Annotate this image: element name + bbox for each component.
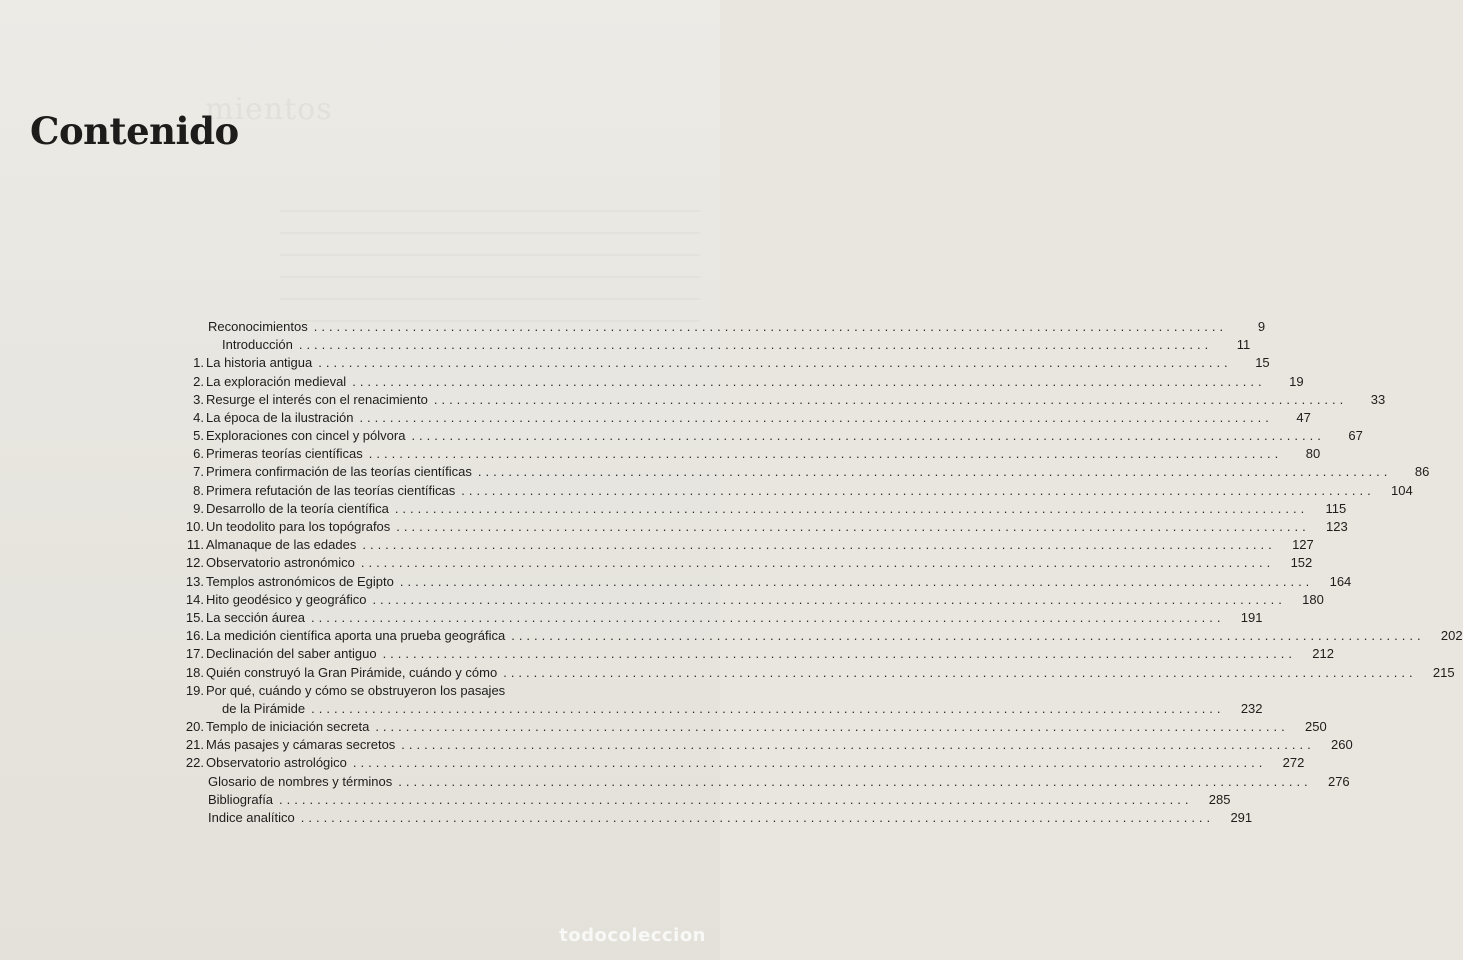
toc-entry [170,373,1304,391]
toc-entry [170,591,1324,609]
toc-dot-leader: ........................................................................................................................ [279,791,1193,807]
toc-entry [170,627,1463,645]
toc-entry-page: 260 [1331,737,1353,753]
toc-entry-number: 6. [193,446,204,462]
toc-entry [170,609,1263,627]
toc-entry-page: 86 [1414,464,1430,480]
toc-entry-number: 15. [185,609,204,625]
toc-entry-number: 22. [185,755,204,771]
toc-entry-title: La época de la ilustración [206,409,354,425]
toc-dot-leader: ........................................................................................................................ [375,719,1289,735]
toc-entry-number: 4. [193,409,204,425]
toc-entry-page: 180 [1302,591,1324,607]
toc-dot-leader: ........................................................................................................................ [352,373,1266,389]
toc-entry-title: La sección áurea [206,609,306,625]
toc-entry-number: 9. [193,500,204,516]
toc-entry-page: 250 [1305,719,1327,735]
toc-dot-leader: ........................................................................................................................ [368,446,1283,462]
toc-entry-title: Exploraciones con cincel y pólvora [206,428,406,444]
toc-entry-number: 21. [185,737,204,753]
toc-entry-title: Indice analítico [208,810,295,826]
toc-entry-page: 127 [1292,537,1314,553]
toc-entry [170,773,1350,791]
toc-dot-leader: ........................................................................................................................ [352,755,1267,771]
toc-entry-title: Por qué, cuándo y cómo se obstruyeron los pasajes [206,682,506,698]
toc-dot-leader: ........................................................................................................................ [411,428,1325,444]
toc-entry-number: 2. [193,373,204,389]
toc-dot-leader: ........................................................................................................................ [362,537,1276,553]
toc-entry-number: 3. [193,391,204,407]
toc-entry-page: 272 [1282,755,1305,771]
toc-entry-number: 16. [185,628,204,644]
toc-entry [170,791,1231,809]
toc-entry [170,700,1263,718]
toc-dot-leader: ........................................................................................................................ [360,555,1275,571]
toc-entry-page: 115 [1325,500,1347,516]
toc-entry-page: 232 [1240,700,1263,716]
toc-entry [170,736,1353,754]
toc-dot-leader: ........................................................................................................................ [311,609,1225,625]
toc-entry [170,482,1413,500]
toc-entry [170,464,1430,482]
toc-entry-page: 123 [1326,519,1348,535]
toc-entry-title: Primera refutación de las teorías científicas [206,482,456,498]
toc-entry-page: 67 [1348,428,1363,444]
toc-entry-page: 191 [1240,609,1263,625]
toc-entry-page: 47 [1296,409,1311,425]
toc-entry-page: 80 [1305,446,1321,462]
toc-dot-leader: ........................................................................................................................ [394,500,1309,516]
toc-entry-page: 104 [1391,482,1413,498]
page-title: Contenido [30,108,239,153]
toc-entry-number: 18. [185,664,204,680]
toc-entry [170,573,1352,591]
toc-entry-title: Templos astronómicos de Egipto [206,573,394,589]
table-of-contents [170,318,1463,827]
toc-dot-leader: ........................................................................................................................ [396,519,1310,535]
toc-entry-title: Almanaque de las edades [206,537,357,553]
toc-entry-title: Primeras teorías científicas [206,446,363,462]
toc-entry-number: 11. [186,537,204,553]
toc-dot-leader: ........................................................................................................................ [300,810,1215,826]
toc-dot-leader: ........................................................................................................................ [382,646,1296,662]
toc-dot-leader: ........................................................................................................................ [401,737,1315,753]
toc-entry [170,664,1455,682]
toc-entry-page: 15 [1255,355,1270,371]
toc-entry-title: Observatorio astrológico [206,755,347,771]
watermark-logo: todocoleccion [559,925,706,946]
toc-dot-leader: ........................................................................................................................ [477,464,1392,480]
toc-entry [170,318,1266,336]
toc-entry-number: 12. [185,555,204,571]
toc-entry-number: 14. [185,591,204,607]
toc-entry-title: Primera confirmación de las teorías científicas [206,464,472,480]
toc-entry-title: Glosario de nombres y términos [208,773,393,789]
toc-entry-title: La historia antigua [206,355,313,371]
toc-dot-leader: ........................................................................................................................ [313,318,1228,334]
toc-entry-title: La medición científica aporta una prueba geográfica [206,628,506,644]
toc-entry-title: Introducción [222,337,293,353]
toc-entry-page: 212 [1312,646,1334,662]
toc-entry [170,354,1270,372]
toc-entry [170,445,1321,463]
toc-dot-leader: ........................................................................................................................ [311,700,1225,716]
toc-entry-page: 215 [1432,664,1455,680]
toc-entry-title: Hito geodésico y geográfico [206,591,367,607]
toc-dot-leader: ........................................................................................................................ [398,773,1312,789]
toc-entry-page: 19 [1289,373,1304,389]
toc-entry-number: 19. [185,682,204,698]
toc-entry-number: 8. [193,482,204,498]
toc-dot-leader: ........................................................................................................................ [511,628,1425,644]
toc-entry [170,409,1311,427]
toc-entry [170,682,626,700]
toc-entry [170,755,1305,773]
toc-entry-page: 276 [1327,773,1350,789]
toc-entry [170,391,1386,409]
toc-entry-page: 9 [1257,318,1266,334]
toc-entry-title: Quién construyó la Gran Pirámide, cuándo y cómo [206,664,498,680]
show-through-heading: mientos [205,92,333,127]
toc-entry-page: 152 [1290,555,1313,571]
toc-entry-number: 20. [185,719,204,735]
toc-entry-number: 10. [185,519,204,535]
toc-entry [170,336,1251,354]
toc-entry [170,536,1314,554]
toc-entry-title: de la Pirámide [222,700,306,716]
toc-entry-title: Desarrollo de la teoría científica [206,500,389,516]
toc-entry-title: Un teodolito para los topógrafos [206,519,391,535]
toc-dot-leader: ........................................................................................................................ [461,482,1375,498]
toc-entry [170,427,1363,445]
toc-entry-title: Bibliografía [208,791,274,807]
toc-entry-page: 33 [1370,391,1386,407]
toc-entry [170,500,1347,518]
toc-entry-title: Templo de iniciación secreta [206,719,370,735]
toc-entry-title: Más pasajes y cámaras secretos [206,737,396,753]
toc-entry [170,554,1313,572]
toc-dot-leader: ........................................................................................................................ [433,391,1348,407]
toc-dot-leader: ........................................................................................................................ [318,355,1232,371]
toc-entry [170,518,1348,536]
toc-dot-leader: ........................................................................................................................ [503,664,1417,680]
toc-entry-number: 1. [193,355,204,371]
toc-dot-leader: ........................................................................................................................ [298,337,1213,353]
toc-entry-title: Reconocimientos [208,318,308,334]
toc-entry-page: 202 [1440,628,1463,644]
toc-dot-leader: ........................................................................................................................ [359,409,1273,425]
toc-entry-number: 17. [185,646,204,662]
toc-entry-number: 5. [193,428,204,444]
toc-entry [170,809,1253,827]
toc-entry-page: 285 [1208,791,1231,807]
toc-entry [170,718,1327,736]
toc-entry-title: Observatorio astronómico [206,555,355,571]
toc-entry-page: 291 [1230,810,1253,826]
toc-entry-title: Declinación del saber antiguo [206,646,377,662]
toc-entry-page: 11 [1236,337,1251,353]
toc-entry-title: Resurge el interés con el renacimiento [206,391,428,407]
toc-entry-number: 13. [185,573,204,589]
toc-entry-page: 164 [1329,573,1352,589]
toc-entry [170,645,1334,663]
toc-dot-leader: ........................................................................................................................ [372,591,1286,607]
toc-dot-leader: ........................................................................................................................ [399,573,1314,589]
toc-entry-number: 7. [193,464,204,480]
toc-entry-title: La exploración medieval [206,373,347,389]
